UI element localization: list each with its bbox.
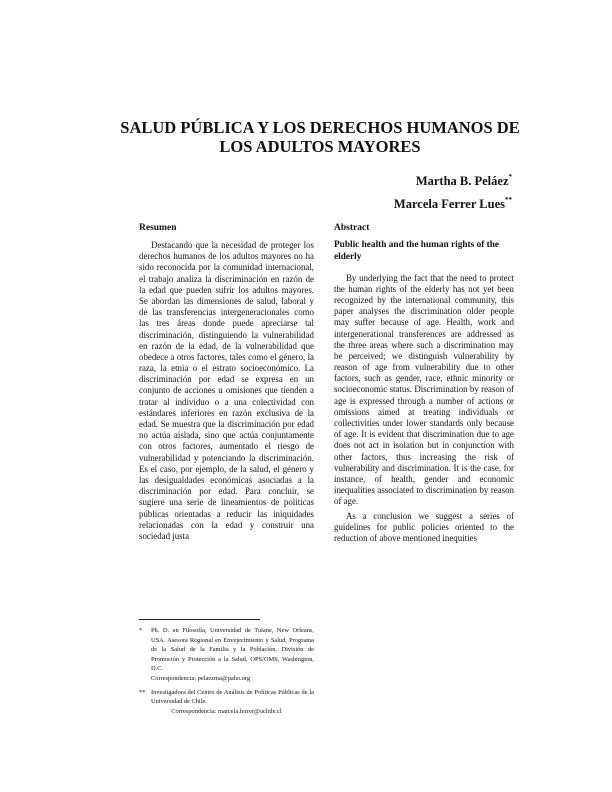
abstract-subheading: Public health and the human rights of the elderly: [334, 240, 500, 262]
abstract-heading: Abstract: [334, 223, 370, 233]
author-name: Marcela Ferrer Lues: [393, 197, 505, 211]
author-footnote-mark: *: [508, 173, 512, 181]
footnote-divider: [139, 619, 260, 620]
footnote-affiliation: Investigadora del Centro de Análisis de Políticas Públicas de la Universidad de Chile.: [151, 688, 314, 706]
author-list: [394, 168, 512, 214]
footnotes: [139, 626, 314, 716]
resumen-column: [139, 222, 314, 542]
footnote-affiliation: Ph. D. en Filosofía, Universidad de Tulane, New Orleans, USA. Asesora Regional en Envejecimiento y Salud, Programa de la Salud de la Familia y la Población, División de Promoción y Protección a la Salud, OPS/OMS, Washington, D.C.: [151, 627, 314, 673]
footnote-text: [151, 626, 314, 684]
abstract-body-paragraph-2: As a conclusion we suggest a series of guidelines for public policies oriented to the reduction of above mentioned inequities: [334, 510, 514, 543]
article-title-line-2: LOS ADULTOS MAYORES: [219, 137, 421, 156]
author-2: [394, 191, 512, 214]
abstract-column: [334, 222, 514, 544]
article-title: [120, 118, 520, 156]
footnote-2: [139, 688, 314, 717]
footnote-contact: Correspondencia: pelaezma@paho.org: [151, 674, 251, 682]
footnote-mark: **: [139, 688, 146, 696]
footnote-mark: *: [139, 627, 143, 634]
author-footnote-mark: **: [505, 196, 512, 204]
author-1: [394, 168, 512, 191]
resumen-body: Destacando que la necesidad de proteger los derechos humanos de los adultos mayores no ha sido reconocida por la comunidad internacional, el trabajo analiza la discriminación en razón de la edad que pueden sufrir los adultos mayores. Se abordan las dimensiones de salud, laboral y de las transferencias intergeneracionales como las tres áreas donde puede apreciarse tal discriminación, distinguiendo la vulnerabilidad en razón de la edad, de la vulnerabilidad que obedece a otros factores, tales como el género, la raza, la etnia o el estrato socioeconómico. La discriminación por edad se expresa en un conjunto de acciones u omisiones que tienden a tratar al individuo o a una colectividad con estándares inferiores en razón exclusiva de la edad. Se muestra que la discriminación por edad no actúa aislada, sino que actúa conjuntamente con otros factores, aumentado el riesgo de vulnerabilidad y potenciando la discriminación. Es el caso, por ejemplo, de la salud, el género y las desigualdades económicas asociadas a la discriminación por edad. Para concluir, se sugiere una serie de lineamientos de políticas públicas orientadas a reducir las iniquidades relacionadas con la edad y construir una sociedad justa: [139, 240, 314, 541]
footnote-contact: Correspondencia: marcela.ferrer@uchile.cl: [171, 707, 282, 715]
footnote-text: [151, 688, 314, 717]
author-name: Martha B. Peláez: [415, 174, 509, 188]
footnote-1: [139, 626, 314, 684]
resumen-heading: Resumen: [139, 223, 177, 233]
article-title-line-1: SALUD PÚBLICA Y LOS DERECHOS HUMANOS DE: [120, 118, 520, 137]
abstract-body-paragraph-1: By underlying the fact that the need to protect the human rights of the elderly has not yet been recognized by the international community, this paper analyses the discrimination older people may suffer because of age. Health, work and intergenerational transferences are addressed as the three areas where such a discrimination may be perceived; we distinguish vulnerability by reason of age from vulnerability due to other factors, such as gender, race, ethnic minority or socioeconomic status. Discrimination by reason of age is expressed through a number of actions or omissions aimed at treating individuals or collectivities under lower standards only because of age. It is evident that discrimination due to age does not act in isolation but in conjunction with other factors, thus increasing the risk of vulnerability and discrimination. It is the case, for instance, of health, gender and economic inequalities associated to discrimination by reason of age.: [334, 272, 514, 507]
